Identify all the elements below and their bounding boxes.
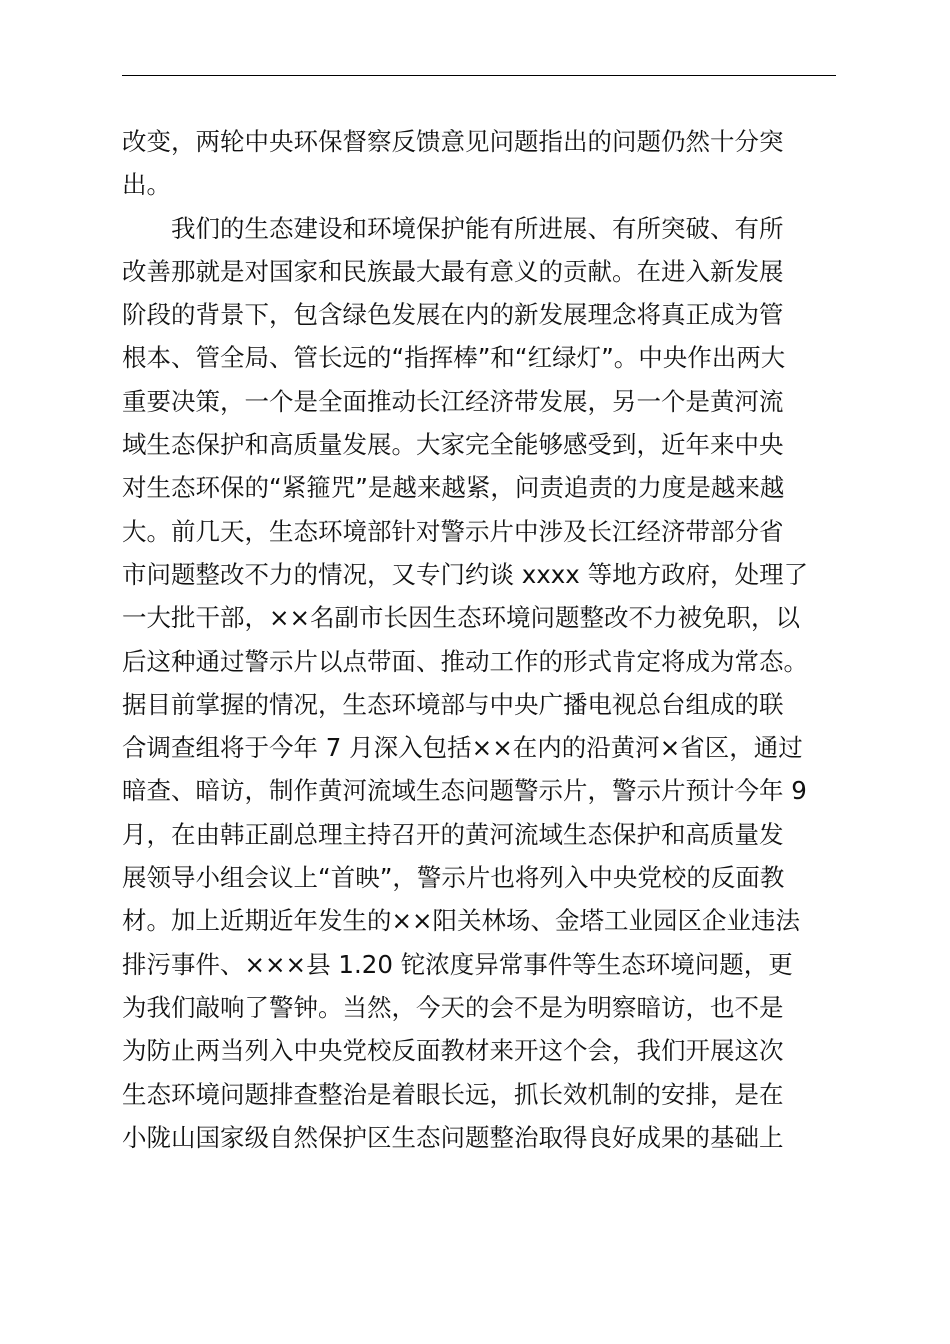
text-line: 展领导小组会议上“首映”，警示片也将列入中央党校的反面教 bbox=[122, 863, 785, 893]
paragraph-start-line: 我们的生态建设和环境保护能有所进展、有所突破、有所 bbox=[171, 213, 784, 243]
text-line: 为我们敲响了警钟。当然，今天的会不是为明察暗访，也不是 bbox=[122, 992, 784, 1022]
text-line: 改善那就是对国家和民族最大最有意义的贡献。在进入新发展 bbox=[122, 256, 784, 286]
body-text bbox=[122, 120, 842, 1159]
text-line: 材。加上近期近年发生的××阳关林场、金塔工业园区企业违法 bbox=[122, 906, 801, 936]
text-line: 根本、管全局、管长远的“指挥棒”和“红绿灯”。中央作出两大 bbox=[122, 343, 786, 373]
header-rule bbox=[122, 75, 836, 76]
text-line: 一大批干部，××名副市长因生态环境问题整改不力被免职，以 bbox=[122, 603, 801, 633]
text-line: 阶段的背景下，包含绿色发展在内的新发展理念将真正成为管 bbox=[122, 300, 784, 330]
text-line: 改变，两轮中央环保督察反馈意见问题指出的问题仍然十分突 bbox=[122, 127, 784, 156]
text-line: 生态环境问题排查整治是着眼长远，抓长效机制的安排，是在 bbox=[122, 1079, 784, 1109]
text-line: 暗查、暗访，制作黄河流域生态问题警示片，警示片预计今年 9 bbox=[122, 776, 807, 806]
text-line: 排污事件、×××县 1.20 铊浓度异常事件等生态环境问题，更 bbox=[122, 949, 793, 979]
text-line: 大。前几天，生态环境部针对警示片中涉及长江经济带部分省 bbox=[122, 516, 784, 546]
text-line: 域生态保护和高质量发展。大家完全能够感受到，近年来中央 bbox=[122, 430, 784, 460]
text-line: 合调查组将于今年 7 月深入包括××在内的沿黄河×省区，通过 bbox=[122, 733, 803, 763]
text-line: 后这种通过警示片以点带面、推动工作的形式肯定将成为常态。 bbox=[122, 646, 808, 676]
text-line: 对生态环保的“紧箍咒”是越来越紧，问责追责的力度是越来越 bbox=[122, 473, 785, 503]
text-line: 月，在由韩正副总理主持召开的黄河流域生态保护和高质量发 bbox=[122, 819, 784, 849]
text-line: 出。 bbox=[122, 170, 171, 200]
text-line: 为防止两当列入中央党校反面教材来开这个会，我们开展这次 bbox=[122, 1036, 784, 1066]
text-line: 小陇山国家级自然保护区生态问题整治取得良好成果的基础上 bbox=[122, 1122, 784, 1152]
text-line: 据目前掌握的情况，生态环境部与中央广播电视总台组成的联 bbox=[122, 689, 784, 719]
text-line: 市问题整改不力的情况，又专门约谈 xxxx 等地方政府，处理了 bbox=[122, 559, 809, 589]
text-line: 重要决策，一个是全面推动长江经济带发展，另一个是黄河流 bbox=[122, 386, 784, 416]
